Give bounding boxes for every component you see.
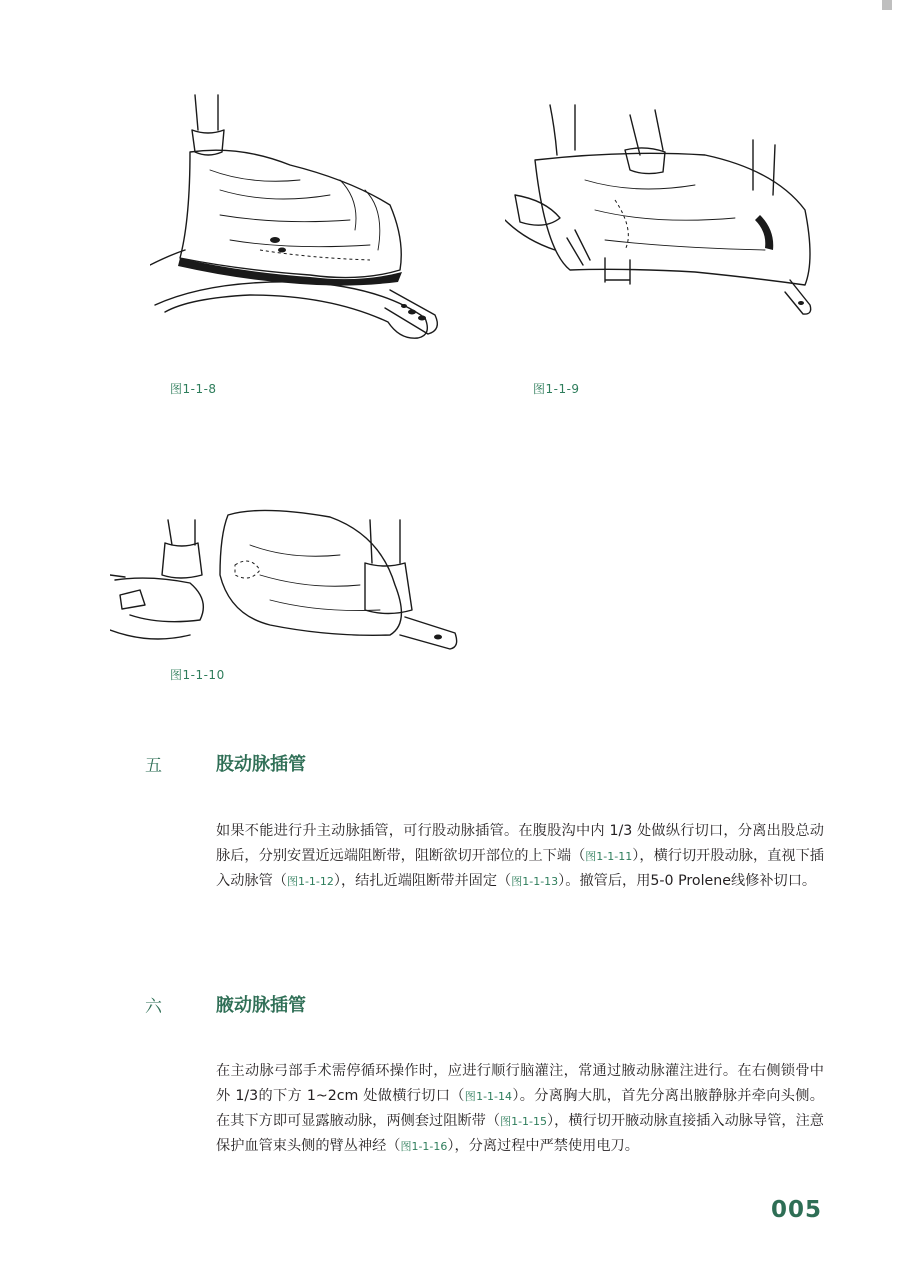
figure-1-1-9-illustration — [505, 100, 825, 330]
section-title: 股动脉插管 — [216, 754, 306, 775]
figure-reference: 图1-1-16 — [400, 1140, 448, 1153]
paragraph-text: ），分离过程中严禁使用电刀。 — [447, 1138, 639, 1154]
paragraph-text: 在主动脉弓部手术需停循环操作时，应进行顺行脑灌注，常通过腋动脉灌注进行。在右侧锁骨中外 1/3的下方 1~2cm 处做横行切口（ — [216, 1063, 824, 1104]
section-paragraph — [216, 1059, 824, 1159]
figure-caption: 图1-1-9 — [533, 382, 580, 396]
section-paragraph — [216, 819, 824, 894]
figure-caption: 图1-1-10 — [170, 668, 225, 682]
figure-reference: 图1-1-14 — [464, 1090, 512, 1103]
page-number: 005 — [770, 1197, 822, 1223]
figure-reference: 图1-1-15 — [500, 1115, 548, 1128]
section-number: 五 — [145, 756, 162, 776]
figure-1-1-10-illustration — [110, 505, 470, 660]
paragraph-text: ）。分离胸大肌，首先分离出腋静脉并牵向头侧。在其下方即可显露腋动脉，两侧套过阻断带（ — [216, 1088, 824, 1129]
section-title: 腋动脉插管 — [216, 995, 306, 1016]
figure-reference: 图1-1-13 — [511, 875, 559, 888]
paragraph-text: ）。撤管后，用5-0 Prolene线修补切口。 — [558, 873, 817, 889]
figure-1-1-8-illustration — [150, 90, 450, 350]
corner-mark — [882, 0, 892, 10]
paragraph-text: ），横行切开股动脉，直视下插入动脉管（ — [216, 848, 824, 889]
paragraph-text: 如果不能进行升主动脉插管，可行股动脉插管。在腹股沟中内 1/3 处做纵行切口，分离出股总动脉后，分别安置近远端阻断带，阻断欲切开部位的上下端（ — [216, 823, 824, 864]
figure-caption: 图1-1-8 — [170, 382, 217, 396]
paragraph-text: ），横行切开腋动脉直接插入动脉导管，注意保护血管束头侧的臂丛神经（ — [216, 1113, 824, 1154]
section-number: 六 — [145, 997, 162, 1017]
figure-reference: 图1-1-11 — [585, 850, 633, 863]
figure-reference: 图1-1-12 — [286, 875, 334, 888]
paragraph-text: ），结扎近端阻断带并固定（ — [333, 873, 512, 889]
